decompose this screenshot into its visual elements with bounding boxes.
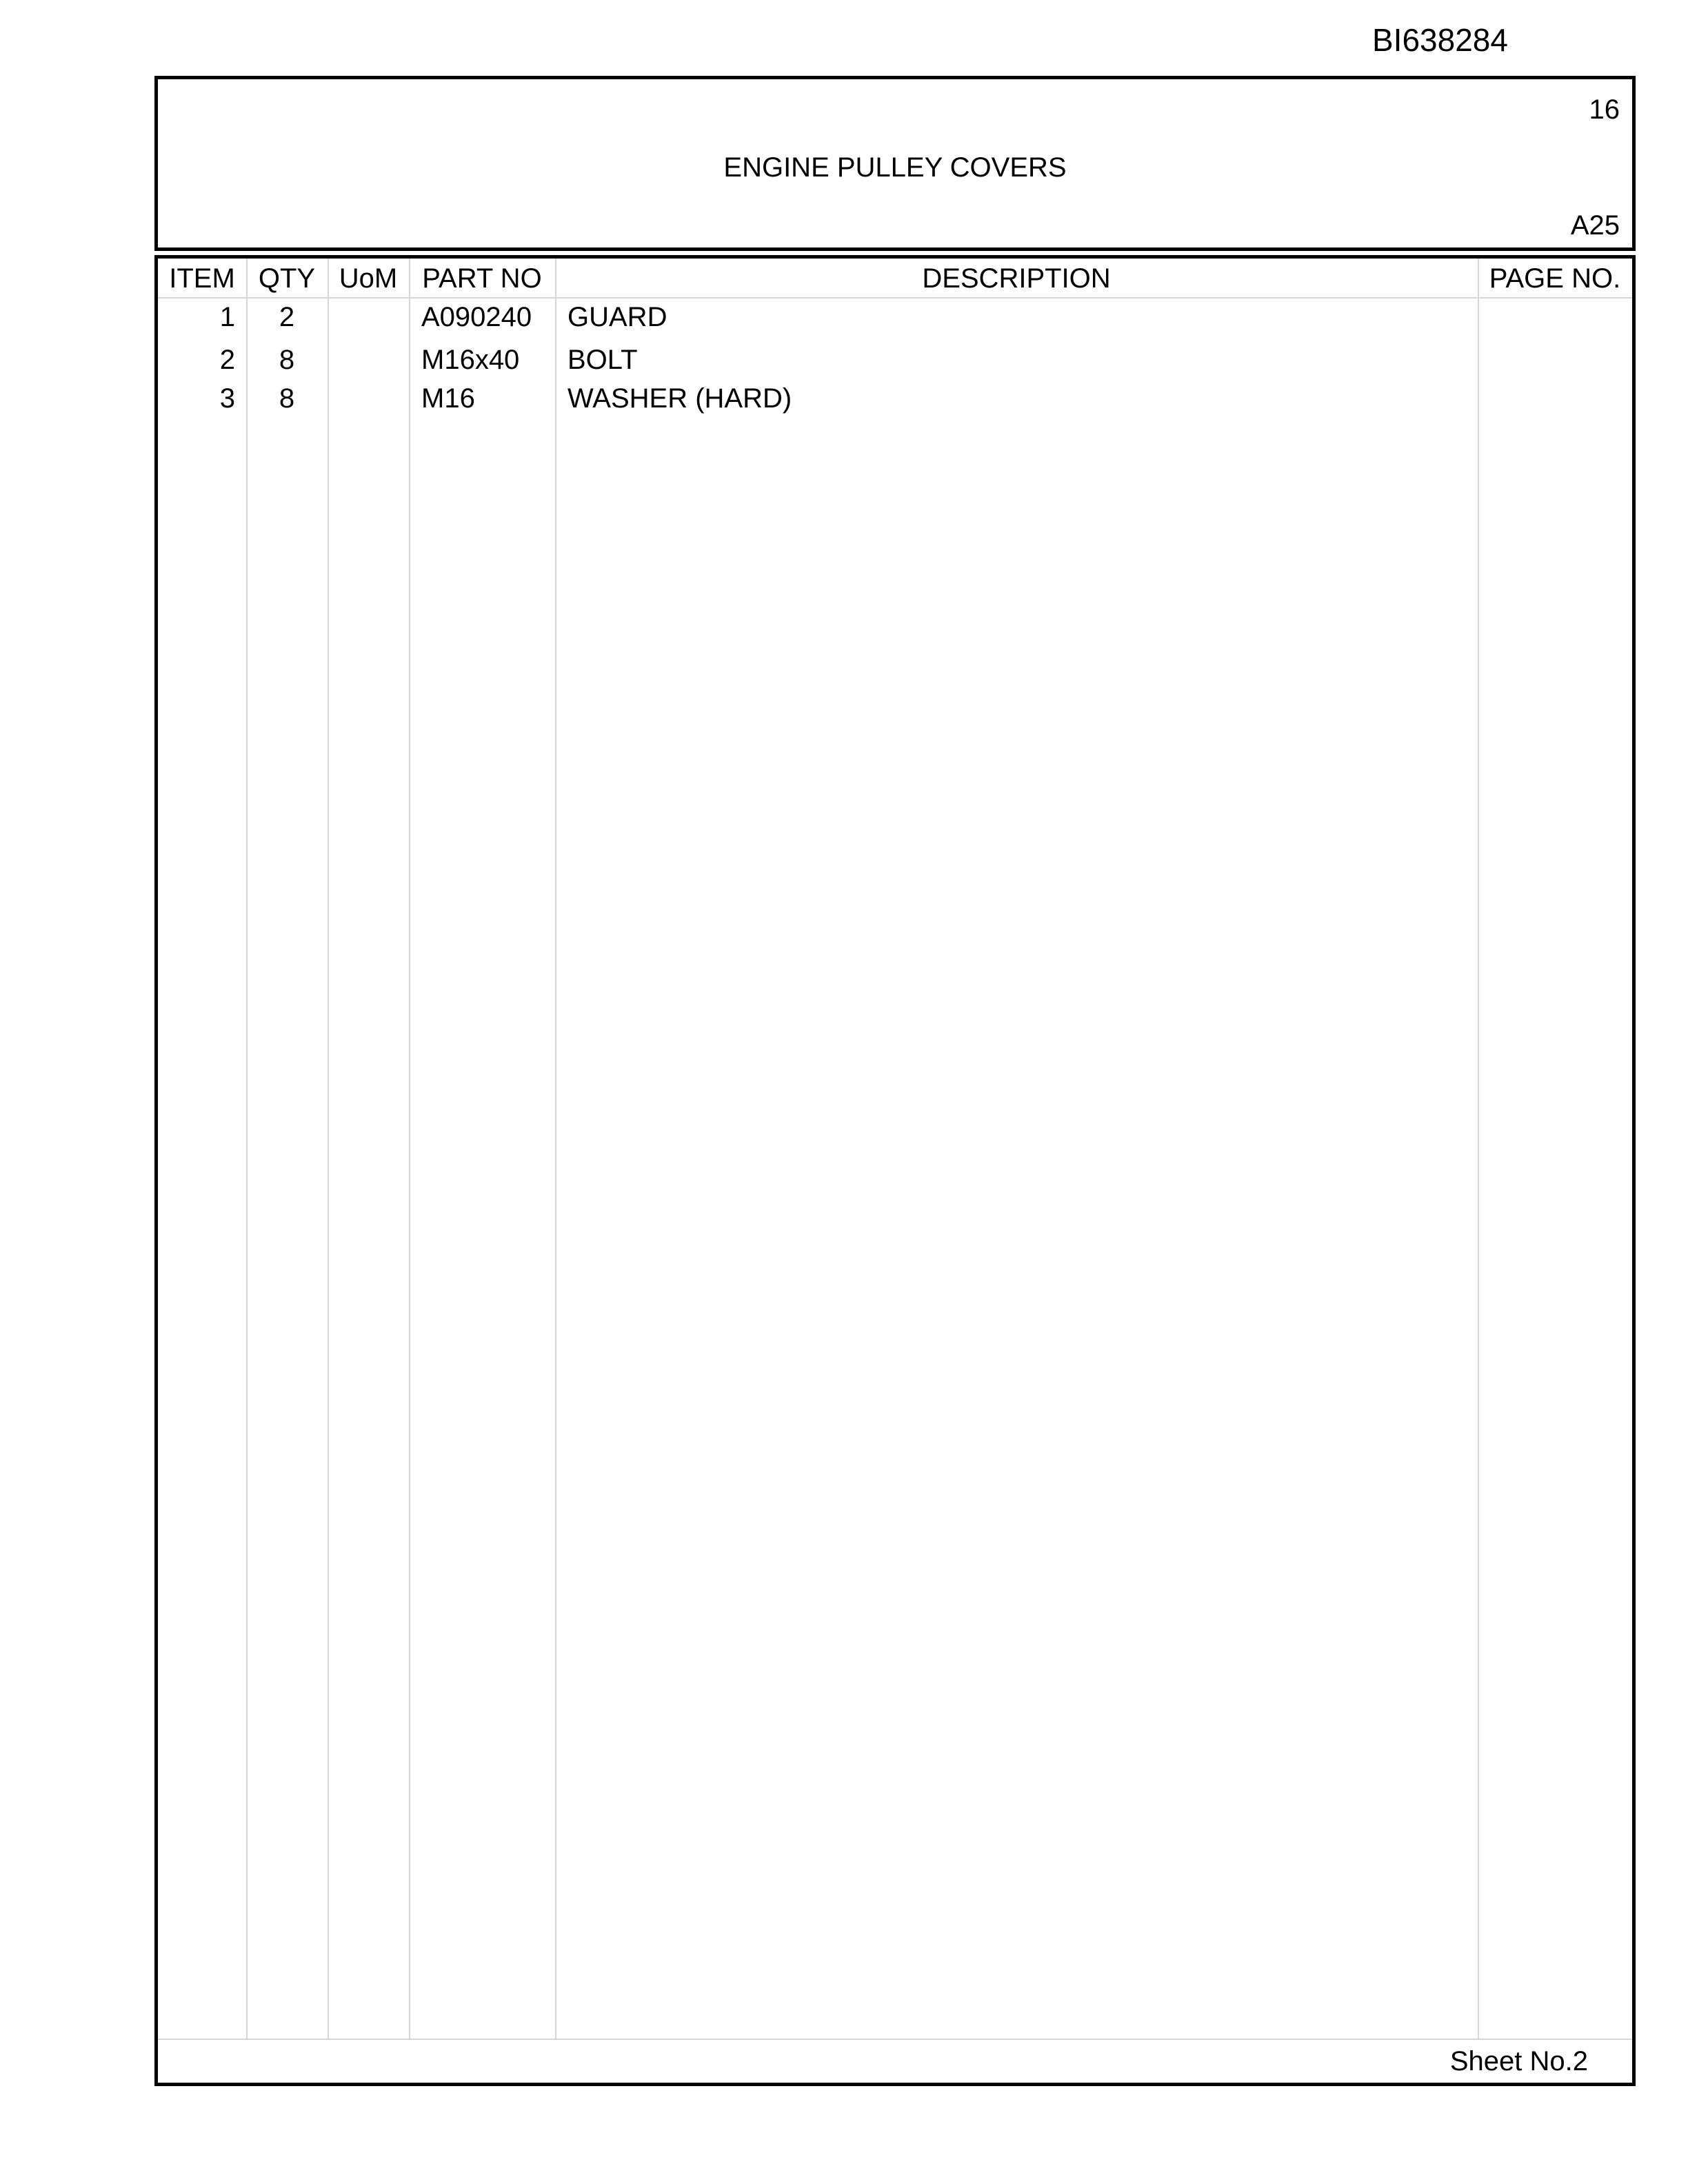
column-header-qty: QTY [258, 263, 316, 294]
column-header-page-no: PAGE NO. [1489, 263, 1621, 294]
column-header-item: ITEM [169, 263, 235, 294]
column-header-description: DESCRIPTION [922, 263, 1111, 294]
parts-table [154, 255, 1636, 2086]
column-divider [246, 259, 248, 2040]
row-description: BOLT [567, 345, 638, 375]
page-header-box [154, 76, 1636, 251]
column-divider [409, 259, 410, 2040]
footer-divider [158, 2039, 1632, 2040]
column-header-part-no: PART NO [422, 263, 542, 294]
row-qty: 8 [279, 345, 295, 375]
page-number: 16 [1589, 94, 1620, 125]
row-part-no: A090240 [421, 302, 532, 332]
row-part-no: M16x40 [421, 345, 520, 375]
row-item: 2 [219, 345, 235, 375]
row-qty: 2 [279, 302, 295, 332]
row-qty: 8 [279, 383, 295, 414]
row-description: WASHER (HARD) [567, 383, 792, 414]
sheet-number: Sheet No.2 [1449, 2046, 1588, 2076]
column-divider [555, 259, 556, 2040]
section-code: A25 [1570, 210, 1620, 241]
row-item: 1 [219, 302, 235, 332]
row-description: GUARD [567, 302, 667, 332]
column-header-uom: UoM [339, 263, 398, 294]
page-title: ENGINE PULLEY COVERS [723, 152, 1067, 183]
document-id: BI638284 [1372, 22, 1508, 58]
header-divider [158, 297, 1632, 299]
row-item: 3 [219, 383, 235, 414]
column-divider [1478, 259, 1479, 2040]
row-part-no: M16 [421, 383, 475, 414]
column-divider [328, 259, 329, 2040]
